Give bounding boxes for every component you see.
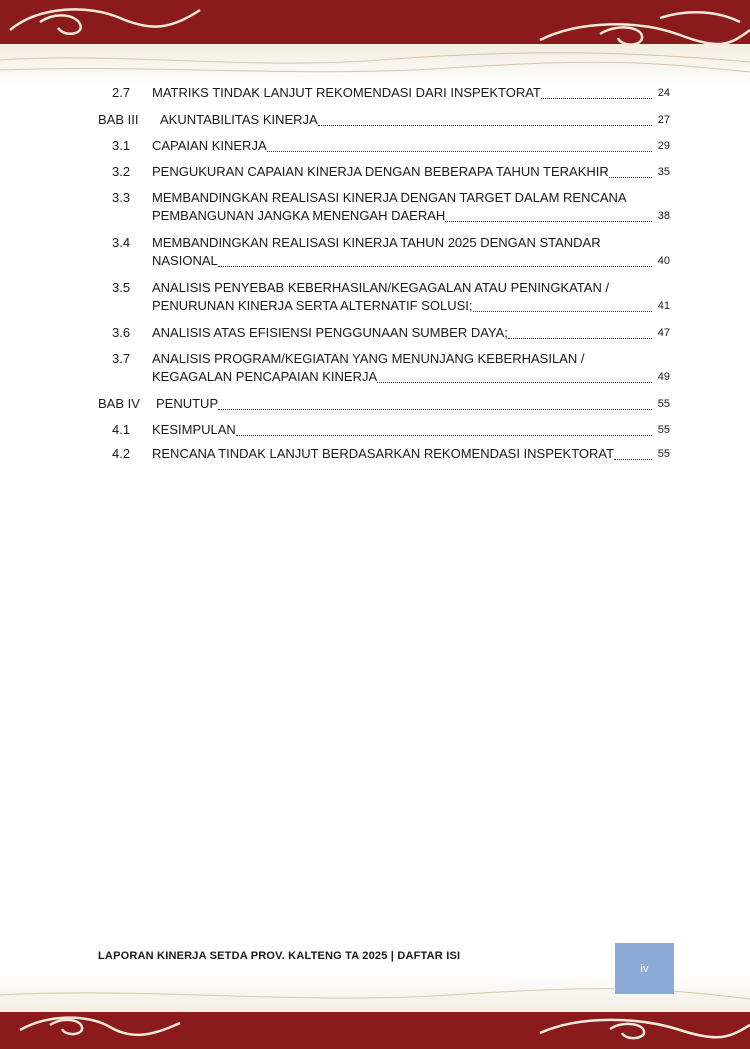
toc-entry-number: BAB III	[98, 112, 139, 127]
toc-page-number: 24	[657, 87, 670, 99]
toc-page-number: 27	[657, 114, 670, 126]
toc-entry[interactable]	[98, 137, 670, 155]
dot-leader	[218, 265, 652, 267]
toc-entry-number: 3.1	[112, 138, 131, 153]
footer-document-title: LAPORAN KINERJA SETDA PROV. KALTENG TA 2025 | DAFTAR ISI	[98, 950, 461, 962]
toc-page-number: 55	[657, 424, 670, 436]
toc-entry-title: ANALISIS ATAS EFISIENSI PENGGUNAAN SUMBER DAYA;	[152, 325, 508, 340]
toc-entry-title: CAPAIAN KINERJA	[152, 138, 267, 153]
toc-entry[interactable]	[98, 111, 670, 129]
toc-page-number: 40	[657, 255, 670, 267]
toc-entry-title: NASIONAL	[152, 253, 218, 268]
toc-entry-number: 3.6	[112, 325, 131, 340]
toc-entry-number: 4.1	[112, 422, 131, 437]
toc-page-number: 29	[657, 140, 670, 152]
toc-entry-number: 3.2	[112, 164, 131, 179]
toc-entry[interactable]	[98, 234, 670, 270]
dot-leader	[614, 458, 652, 460]
dot-leader	[609, 176, 652, 178]
header-swirl-ornament	[0, 0, 750, 90]
toc-entry-title: PEMBANGUNAN JANGKA MENENGAH DAERAH	[152, 208, 446, 223]
dot-leader	[236, 434, 652, 436]
toc-entry-title: MATRIKS TINDAK LANJUT REKOMENDASI DARI INSPEKTORAT	[152, 85, 541, 100]
toc-page-number: 55	[657, 448, 670, 460]
toc-entry-title: ANALISIS PROGRAM/KEGIATAN YANG MENUNJANG KEBERHASILAN /	[152, 351, 585, 366]
dot-leader	[541, 97, 652, 99]
dot-leader	[318, 124, 652, 126]
toc-entry-title: AKUNTABILITAS KINERJA	[160, 112, 318, 127]
toc-entry-title: RENCANA TINDAK LANJUT BERDASARKAN REKOMENDASI INSPEKTORAT	[152, 446, 615, 461]
toc-entry[interactable]	[98, 445, 670, 463]
toc-entry[interactable]	[98, 324, 670, 342]
toc-entry-title: PENGUKURAN CAPAIAN KINERJA DENGAN BEBERAPA TAHUN TERAKHIR	[152, 164, 609, 179]
toc-entry-title: MEMBANDINGKAN REALISASI KINERJA TAHUN 2025 DENGAN STANDAR	[152, 235, 601, 250]
dot-leader	[445, 220, 652, 222]
toc-entry-title: ANALISIS PENYEBAB KEBERHASILAN/KEGAGALAN ATAU PENINGKATAN /	[152, 280, 610, 295]
page-number: iv	[640, 962, 649, 975]
toc-entry[interactable]	[98, 421, 670, 439]
toc-entry-number: 3.3	[112, 190, 131, 205]
toc-page-number: 47	[657, 327, 670, 339]
toc-entry-number: 2.7	[112, 85, 131, 100]
page-number-badge	[615, 943, 674, 994]
toc-page-number: 55	[657, 398, 670, 410]
toc-entry[interactable]	[98, 163, 670, 181]
toc-entry-title: KESIMPULAN	[152, 422, 236, 437]
toc-entry-title: KEGAGALAN PENCAPAIAN KINERJA	[152, 369, 378, 384]
dot-leader	[377, 381, 652, 383]
toc-page-number: 35	[657, 166, 670, 178]
toc-entry[interactable]	[98, 350, 670, 386]
toc-entry[interactable]	[98, 395, 670, 413]
toc-entry-number: 3.5	[112, 280, 131, 295]
toc-page-number: 38	[657, 210, 670, 222]
toc-entry-number: 3.7	[112, 351, 131, 366]
toc-page-number: 49	[657, 371, 670, 383]
dot-leader	[218, 408, 652, 410]
toc-entry[interactable]	[98, 189, 670, 225]
toc-entry-title: PENUTUP	[156, 396, 219, 411]
toc-entry-number: BAB IV	[98, 396, 140, 411]
toc-page-number: 41	[657, 300, 670, 312]
toc-entry-title: PENURUNAN KINERJA SERTA ALTERNATIF SOLUSI;	[152, 298, 473, 313]
toc-entry-number: 4.2	[112, 446, 131, 461]
toc-entry-number: 3.4	[112, 235, 131, 250]
dot-leader	[267, 150, 652, 152]
toc-entry[interactable]	[98, 279, 670, 315]
dot-leader	[508, 337, 652, 339]
toc-entry[interactable]	[98, 84, 670, 102]
toc-entry-title: MEMBANDINGKAN REALISASI KINERJA DENGAN TARGET DALAM RENCANA	[152, 190, 627, 205]
dot-leader	[473, 310, 653, 312]
